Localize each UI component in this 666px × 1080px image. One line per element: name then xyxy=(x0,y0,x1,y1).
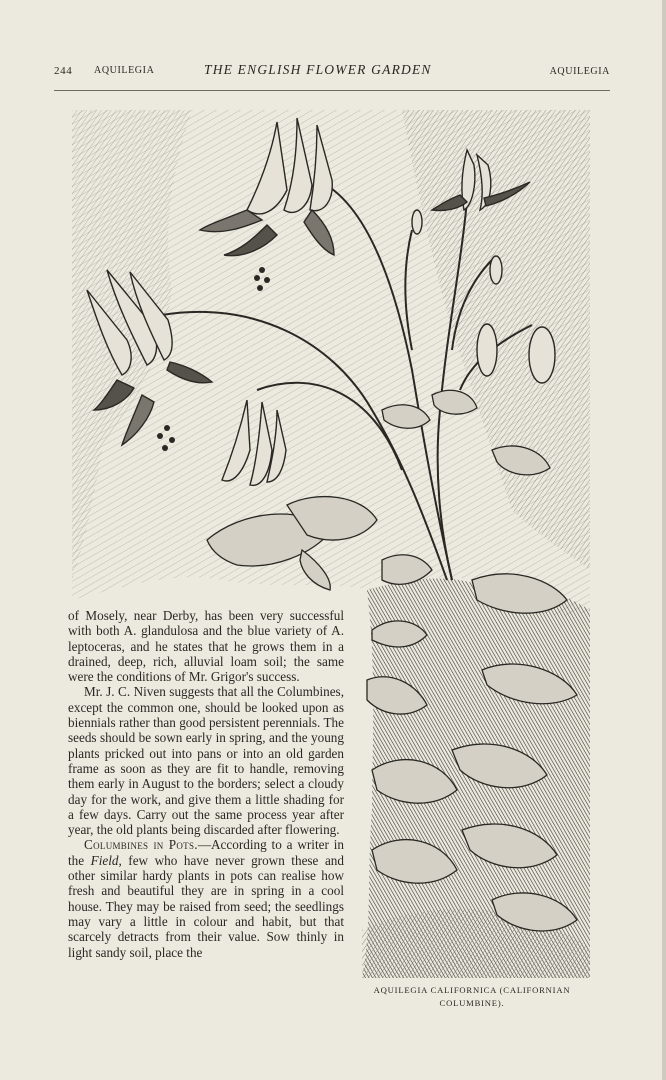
flower-bud xyxy=(477,324,497,376)
stamen-cluster xyxy=(169,437,175,443)
header-rule xyxy=(54,90,610,91)
stamen-cluster xyxy=(162,445,168,451)
paragraph: Mr. J. C. Niven suggests that all the Columbines, except the common one, should be looked upon as biennials rather than good persistent perennials. The seeds should be sown early in spring, and the young plants pricked out into pans or into an old garden frame as soon as they are fit to handle, removing them early in August to the borders; select a cloudy day for the work, and give them a little shading for a few days. Carry out the same process year after year, the old plants being discarded after flowering. xyxy=(68,684,344,838)
flower-bud xyxy=(529,327,555,383)
paragraph-text: —According to a writer in the xyxy=(68,837,344,868)
stamen-cluster xyxy=(164,425,170,431)
flower-bud xyxy=(412,210,422,234)
stamen-cluster xyxy=(259,267,265,273)
running-header xyxy=(54,62,610,82)
flower-bud xyxy=(490,256,502,284)
page-number: 244 xyxy=(54,65,73,77)
body-text-column xyxy=(68,608,344,960)
paragraph-columbines-in-pots xyxy=(68,837,344,959)
section-name-right: AQUILEGIA xyxy=(549,66,610,77)
paragraph-heading: Columbines in Pots. xyxy=(84,837,198,853)
stamen-cluster xyxy=(264,277,270,283)
stamen-cluster xyxy=(157,433,163,439)
italic-citation: Field xyxy=(90,852,119,868)
page-edge xyxy=(662,0,666,1080)
stamen-cluster xyxy=(254,275,260,281)
paragraph-text: , few who have never grown these and other similar hardy plants in pots can realise how fresh and beautiful they are in spring in a cool house. They may be raised from seed; the seedlings may vary a little in colour and habit, but that scarcely detracts from their value. Sow thinly in light sandy soil, place the xyxy=(68,852,344,960)
stamen-cluster xyxy=(257,285,263,291)
section-name-left: AQUILEGIA xyxy=(94,65,155,76)
paragraph: of Mosely, near Derby, has been very successful with both A. glandulosa and the blue variety of A. leptoceras, and he states that he grows them in a drained, deep, rich, alluvial loam soil; the same were the conditions of Mr. Grigor's success. xyxy=(68,608,344,685)
figure-caption: AQUILEGIA CALIFORNICA (CALIFORNIAN COLUMBINE). xyxy=(373,985,571,1008)
book-title: THE ENGLISH FLOWER GARDEN xyxy=(204,62,432,77)
